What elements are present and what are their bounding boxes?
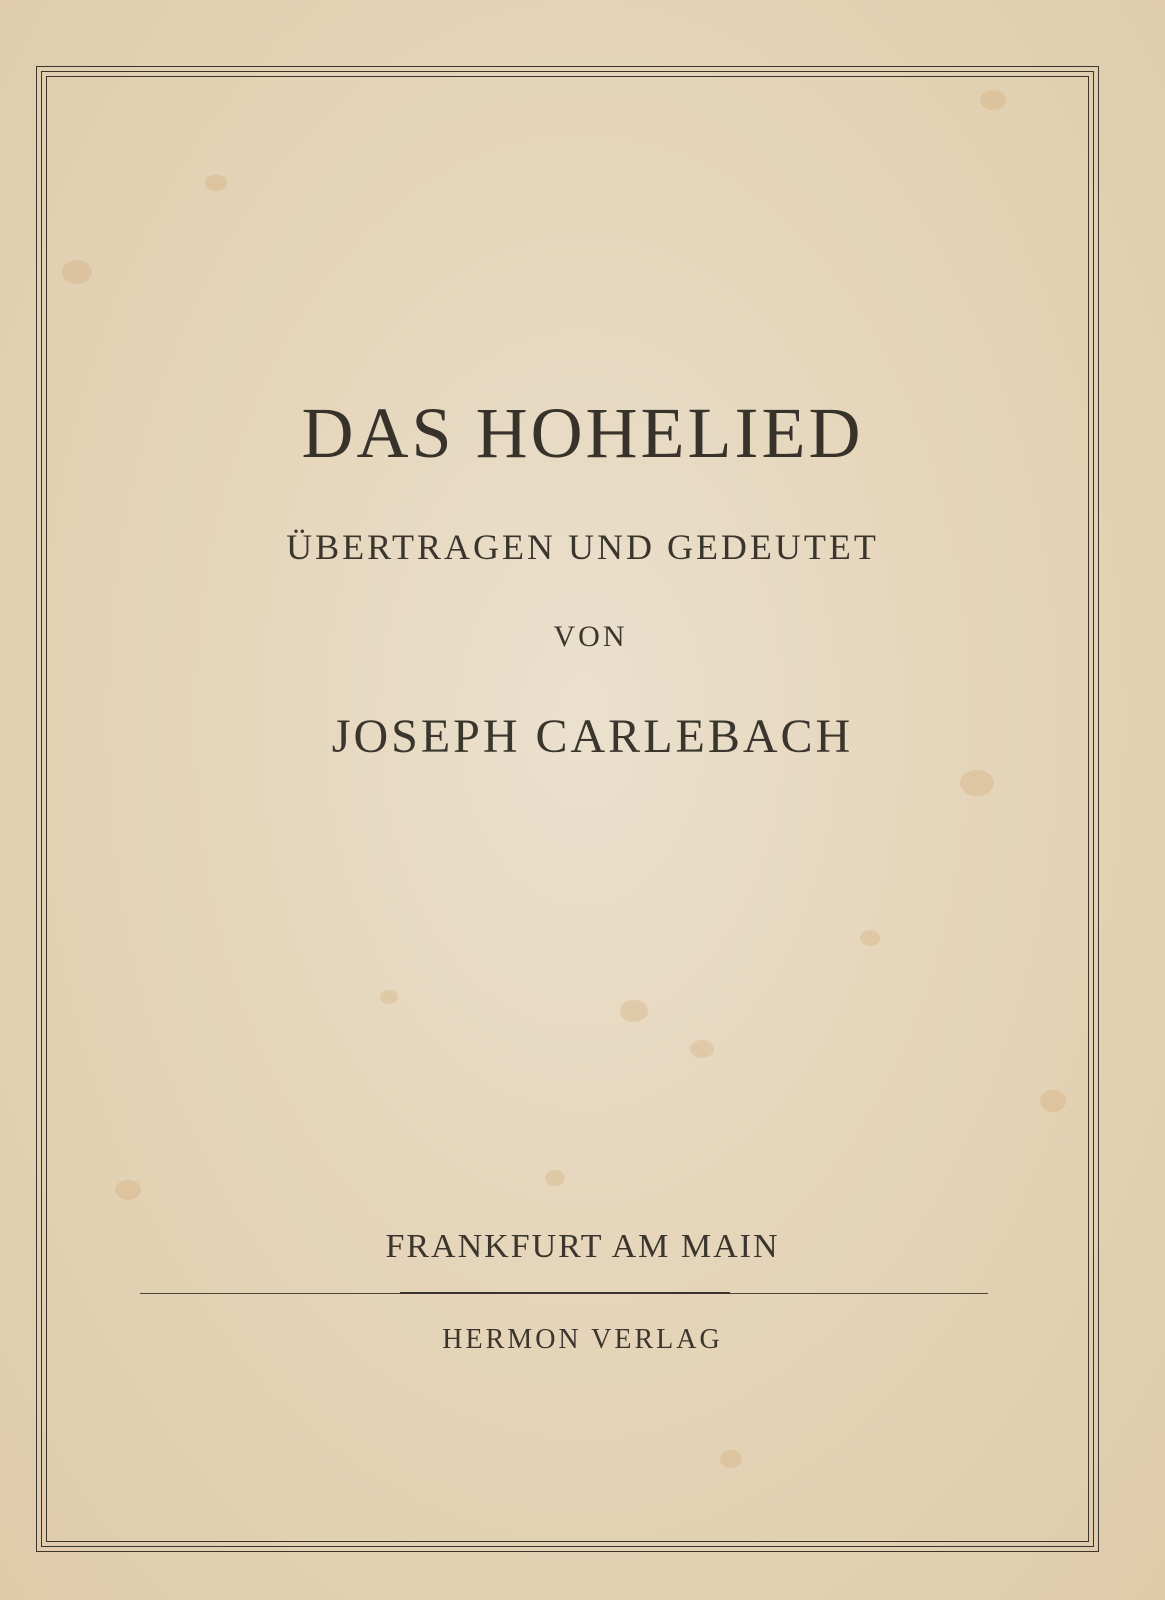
book-title: DAS HOHELIED (301, 393, 864, 473)
author-name: JOSEPH CARLEBACH (331, 710, 854, 763)
book-subtitle: ÜBERTRAGEN UND GEDEUTET (286, 527, 879, 567)
publication-place: FRANKFURT AM MAIN (385, 1228, 780, 1265)
by-line: VON (553, 620, 628, 653)
border-frame-inner (46, 76, 1089, 1542)
divider-rule-center (400, 1292, 730, 1294)
publisher-name: HERMON VERLAG (442, 1324, 723, 1355)
